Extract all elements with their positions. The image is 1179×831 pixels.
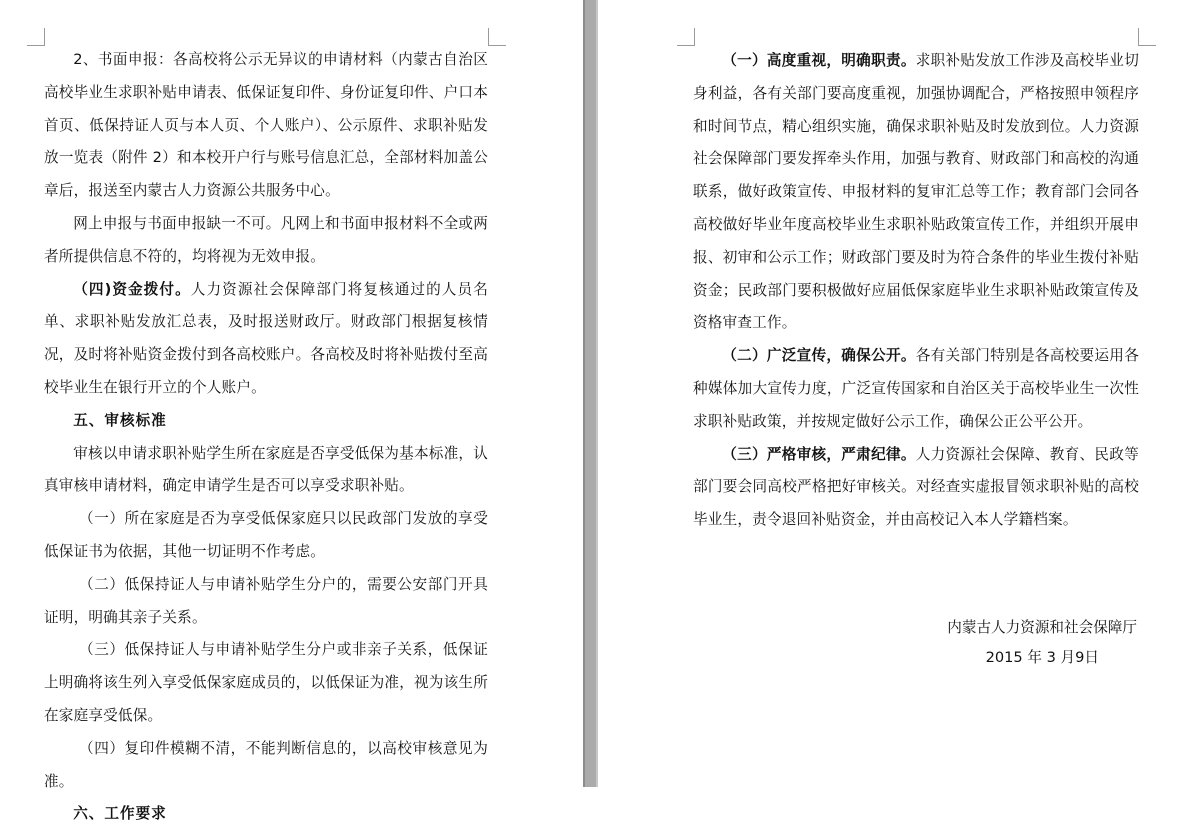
page-text-left[interactable]: [44, 44, 488, 831]
list-item: （三）低保持证人与申请补贴学生分户或非亲子关系，低保证上明确将该生列入享受低保家庭成员的，以低保证为准，视为该生所在家庭享受低保。: [44, 641, 488, 724]
paragraph-body: 各有关部门特别是各高校要运用各种媒体加大宣传力度，广泛宣传国家和自治区关于高校毕业生一次性求职补贴政策，并按规定做好公示工作，确保公正公平公开。: [693, 347, 1139, 430]
paragraph-dual-submission: 网上申报与书面申报缺一不可。凡网上和书面申报材料不全或两者所提供信息不符的，均将视为无效申报。: [44, 214, 488, 265]
margin-corner-mark: [27, 28, 45, 46]
list-item: （四）复印件模糊不清，不能判断信息的，以高校审核意见为准。: [44, 739, 488, 790]
list-item: （一）所在家庭是否为享受低保家庭只以民政部门发放的享受低保证书为依据，其他一切证明不作考虑。: [44, 510, 488, 560]
paragraph-lead: （三）严格审核，严肃纪律。: [722, 445, 916, 463]
paragraph-fund-allocation: [44, 274, 488, 405]
paragraph-responsibility: [693, 45, 1139, 340]
signature-block: [947, 613, 1137, 673]
signature-organization: 内蒙古人力资源和社会保障厅: [947, 619, 1137, 636]
document-page-right: [598, 0, 1179, 787]
margin-corner-mark: [677, 28, 695, 46]
gutter-shade: [583, 0, 585, 787]
paragraph-publicity: [693, 340, 1139, 438]
paragraph-body: 人力资源社会保障、教育、民政等部门要会同高校严格把好审核关。对经查实虚报冒领求职补贴的高校毕业生，责令退回补贴资金，并由高校记入本人学籍档案。: [693, 445, 1139, 529]
paragraph-discipline: [693, 439, 1139, 537]
list-item: （二）低保持证人与申请补贴学生分户的，需要公安部门开具证明，明确其亲子关系。: [44, 575, 488, 626]
paragraph-lead: （一）高度重视，明确职责。: [722, 52, 916, 69]
paragraph-body: 求职补贴发放工作涉及高校毕业切身利益，各有关部门要高度重视，加强协调配合，严格按照申领程序和时间节点，精心组织实施，确保求职补贴及时发放到位。人力资源社会保障部门要发挥牵头作用，加强与教育、财政部门和高校的沟通联系，做好政策宣传、申报材料的复审汇总等工作；教育部门会同各高校做好毕业年度高校毕业生求职补贴政策宣传工作，并组织开展申报、初审和公示工作；财政部门要及时为符合条件的毕业生拨付补贴资金；民政部门要积极做好应届低保家庭毕业生求职补贴政策宣传及资格审查工作。: [693, 52, 1139, 332]
document-page-left: [0, 0, 583, 823]
paragraph-written-submission: 2、书面申报：各高校将公示无异议的申请材料（内蒙古自治区高校毕业生求职补贴申请表、低保证复印件、身份证复印件、户口本首页、低保持证人页与本人页、个人账户）、公示原件、求职补贴发放一览表（附件 2）和本校开户行与账号信息汇总，全部材料加盖公章后，报送至内蒙古人力资源公共服务中心。: [44, 51, 488, 200]
margin-corner-mark: [488, 28, 506, 46]
paragraph-body: 人力资源社会保障部门将复核通过的人员名单、求职补贴发放汇总表，及时报送财政厅。财政部门根据复核情况，及时将补贴资金拨付到各高校账户。各高校及时将补贴拨付至高校毕业生在银行开立的个人账户。: [44, 280, 488, 396]
section-heading-work-requirements: 六、工作要求: [73, 805, 167, 823]
paragraph-review-basis: 审核以申请求职补贴学生所在家庭是否享受低保为基本标准，认真审核申请材料，确定申请学生是否可以享受求职补贴。: [44, 444, 488, 495]
page-text-right[interactable]: [693, 45, 1139, 537]
paragraph-lead: （四)资金拨付。: [73, 280, 191, 298]
paragraph-lead: （二）广泛宣传，确保公开。: [722, 347, 916, 365]
section-heading-review-criteria: 五、审核标准: [73, 411, 167, 429]
margin-corner-mark: [1138, 28, 1156, 46]
page-gutter: [583, 0, 598, 787]
signature-date: 2015 年 3 月9日: [985, 649, 1099, 666]
